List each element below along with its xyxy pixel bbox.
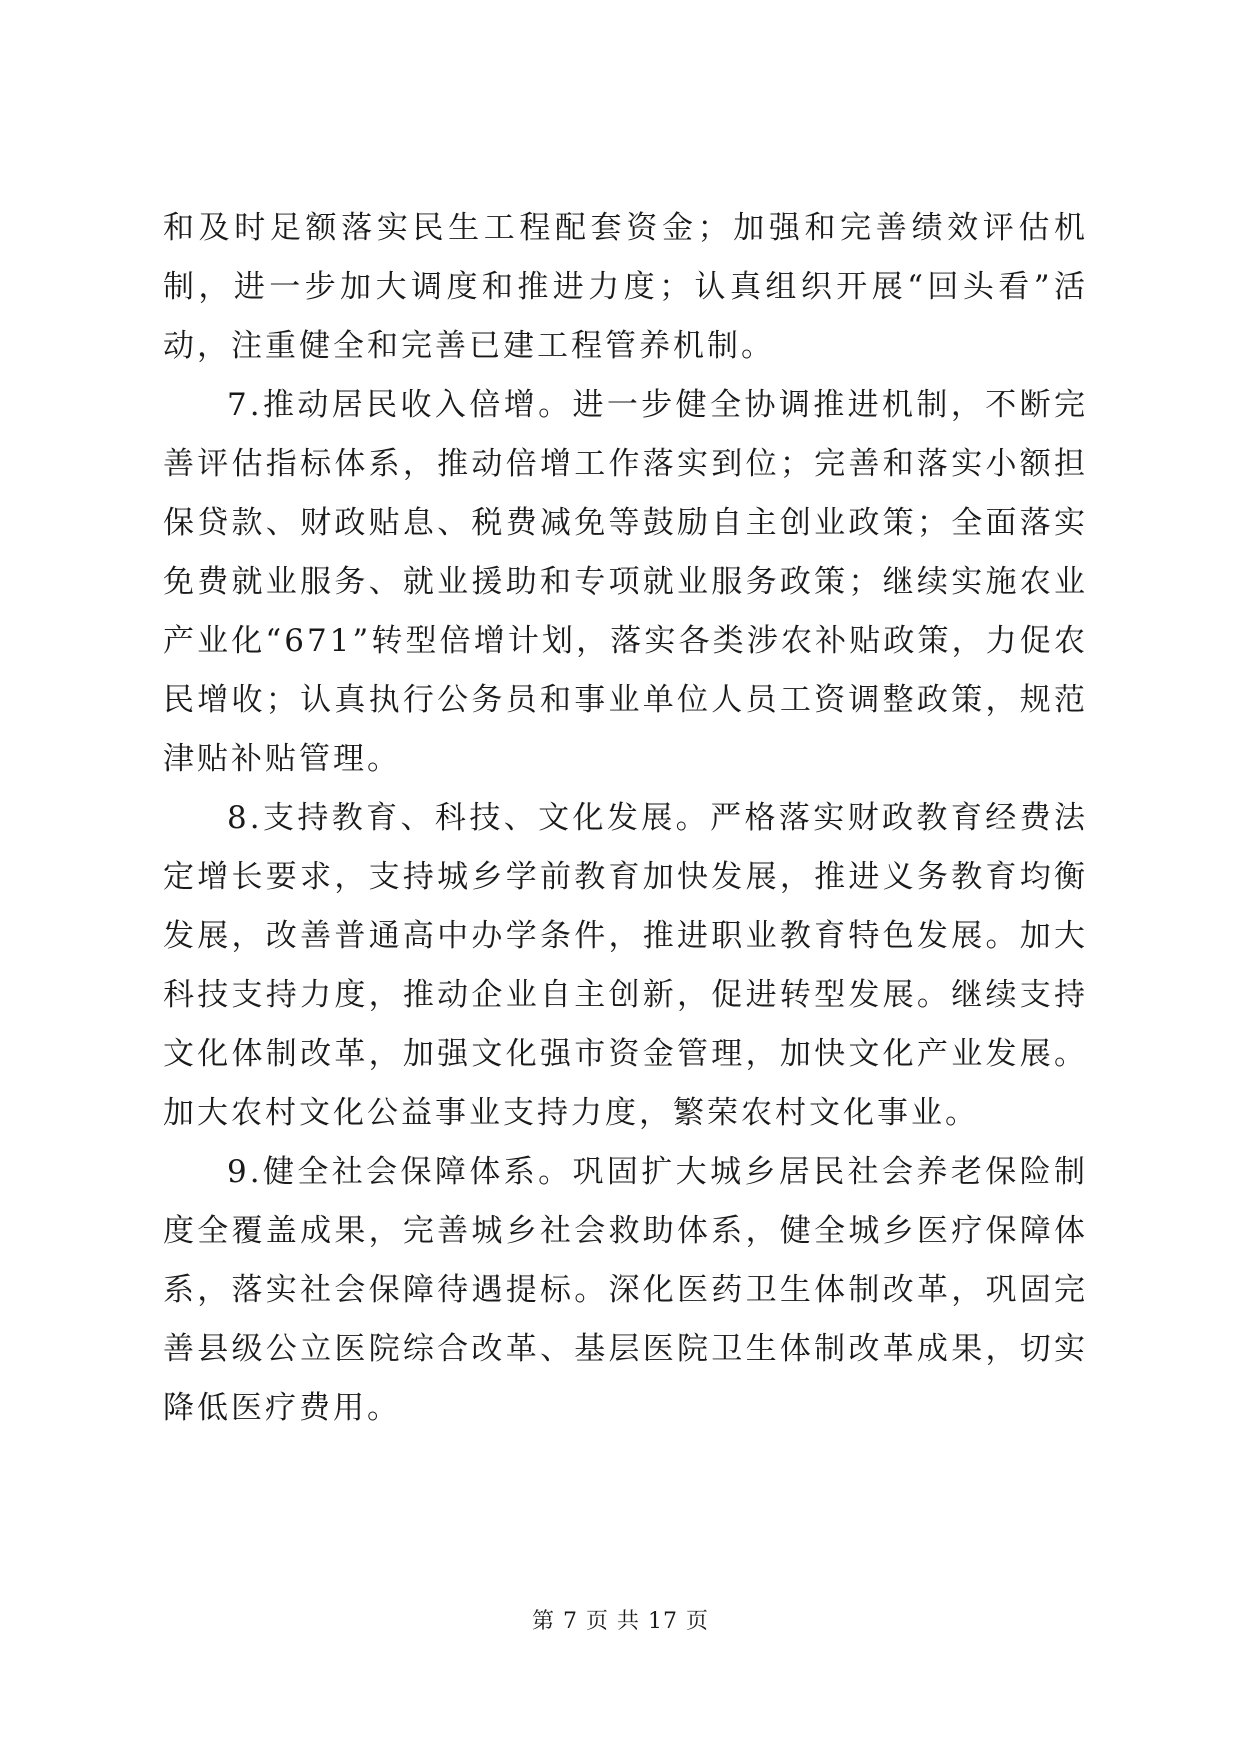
- paragraph-continuation: 和及时足额落实民生工程配套资金；加强和完善绩效评估机制，进一步加大调度和推进力度；认真组织开展“回头看”活动，注重健全和完善已建工程管养机制。: [163, 210, 1088, 364]
- paragraph-item-8: 8.支持教育、科技、文化发展。严格落实财政教育经费法定增长要求，支持城乡学前教育加快发展，推进义务教育均衡发展，改善普通高中办学条件，推进职业教育特色发展。加大科技支持力度，推动企业自主创新，促进转型发展。继续支持文化体制改革，加强文化强市资金管理，加快文化产业发展。加大农村文化公益事业支持力度，繁荣农村文化事业。: [163, 800, 1088, 1131]
- paragraph-item-7: 7.推动居民收入倍增。进一步健全协调推进机制，不断完善评估指标体系，推动倍增工作落实到位；完善和落实小额担保贷款、财政贴息、税费减免等鼓励自主创业政策；全面落实免费就业服务、就业援助和专项就业服务政策；继续实施农业产业化“671”转型倍增计划，落实各类涉农补贴政策，力促农民增收；认真执行公务员和事业单位人员工资调整政策，规范津贴补贴管理。: [163, 387, 1088, 777]
- page-footer: 第 7 页 共 17 页: [532, 1609, 709, 1634]
- document-body: [163, 199, 1088, 1438]
- paragraph-item-9: 9.健全社会保障体系。巩固扩大城乡居民社会养老保险制度全覆盖成果，完善城乡社会救助体系，健全城乡医疗保障体系，落实社会保障待遇提标。深化医药卫生体制改革，巩固完善县级公立医院综合改革、基层医院卫生体制改革成果，切实降低医疗费用。: [163, 1154, 1088, 1426]
